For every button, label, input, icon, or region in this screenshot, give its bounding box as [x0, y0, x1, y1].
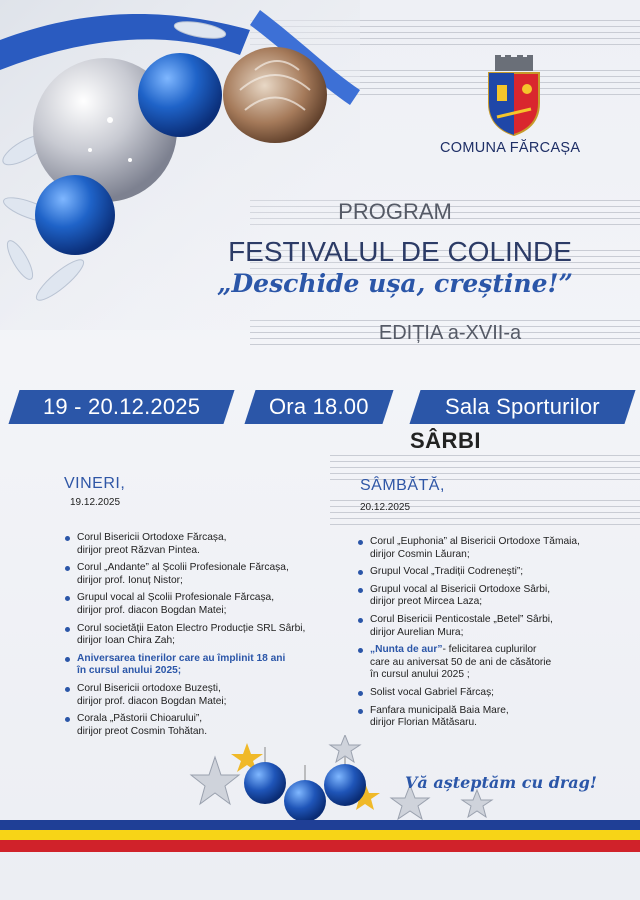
edition-label: EDIȚIA a-XVII-a [378, 322, 522, 344]
list-item: Corul Bisericii ortodoxe Buzești, dirijor prof. diacon Bogdan Matei; [65, 683, 335, 708]
dates-text: 19 - 20.12.2025 [42, 394, 201, 419]
saturday-program-list [358, 536, 628, 735]
pinecone-icon [223, 47, 327, 143]
friday-title: VINERI, [64, 475, 126, 492]
blue-ornament-icon [324, 764, 366, 806]
blue-ornament-icon [284, 780, 326, 822]
venue-banner [409, 390, 635, 424]
list-item: Fanfara municipală Baia Mare, dirijor Florian Mătăsaru. [358, 705, 628, 730]
coat-of-arms-icon [483, 55, 545, 137]
time-text: Ora 18.00 [269, 394, 369, 419]
festival-title: FESTIVALUL DE COLINDE [228, 236, 572, 267]
time-banner [244, 390, 393, 424]
list-item: Corul Bisericii Ortodoxe Fărcașa, dirijor preot Răzvan Pintea. [65, 532, 335, 557]
program-heading: PROGRAM [338, 199, 452, 224]
festival-motto: „Deschide ușa, creștine!” [217, 269, 573, 298]
list-item-highlight: Aniversarea tinerilor care au împlinit 18 ani în cursul anului 2025; [65, 653, 335, 678]
closing-message: Vă așteptăm cu drag! [405, 773, 597, 792]
saturday-date: 20.12.2025 [360, 502, 411, 513]
flag-stripe-red [0, 840, 640, 852]
list-item: Corul Bisericii Penticostale „Betel” Sârbi, dirijor Aurelian Mura; [358, 614, 628, 639]
dates-banner [8, 390, 234, 424]
flag-stripe-blue [0, 820, 640, 830]
list-item: Grupul vocal al Bisericii Ortodoxe Sârbi, dirijor preot Mircea Laza; [358, 584, 628, 609]
venue-text: Sala Sporturilor [445, 394, 600, 419]
silver-star-icon [462, 790, 492, 817]
list-item: „Nunta de aur”- felicitarea cuplurilor care au aniversat 50 de ani de căsătorie în cursul anului 2025 ; [358, 644, 628, 682]
list-item: Corala „Păstorii Chioarului”, dirijor preot Cosmin Tohătan. [65, 713, 335, 738]
list-item: Corul „Euphonia” al Bisericii Ortodoxe Tămaia, dirijor Cosmin Lăuran; [358, 536, 628, 561]
flag-stripe-yellow [0, 830, 640, 840]
list-item: Grupul vocal al Școlii Profesionale Fărcașa, dirijor prof. diacon Bogdan Matei; [65, 592, 335, 617]
friday-program-list [65, 532, 335, 743]
list-item: Grupul Vocal „Tradiții Codrenești”; [358, 566, 628, 579]
saturday-title: SÂMBĂTĂ, [360, 477, 445, 494]
blue-ornament-icon [244, 762, 286, 804]
list-item: Corul „Andante” al Școlii Profesionale Fărcașa, dirijor prof. Ionuț Nistor; [65, 562, 335, 587]
friday-date: 19.12.2025 [70, 497, 121, 508]
list-item: Corul societății Eaton Electro Producție SRL Sârbi, dirijor Ioan Chira Zah; [65, 623, 335, 648]
coat-of-arms-label: COMUNA FĂRCAȘA [440, 140, 581, 156]
location-text: SÂRBI [410, 428, 481, 453]
blue-ornament-icon [138, 53, 222, 137]
blue-ornament-icon-2 [35, 175, 115, 255]
list-item: Solist vocal Gabriel Fărcaș; [358, 687, 628, 700]
